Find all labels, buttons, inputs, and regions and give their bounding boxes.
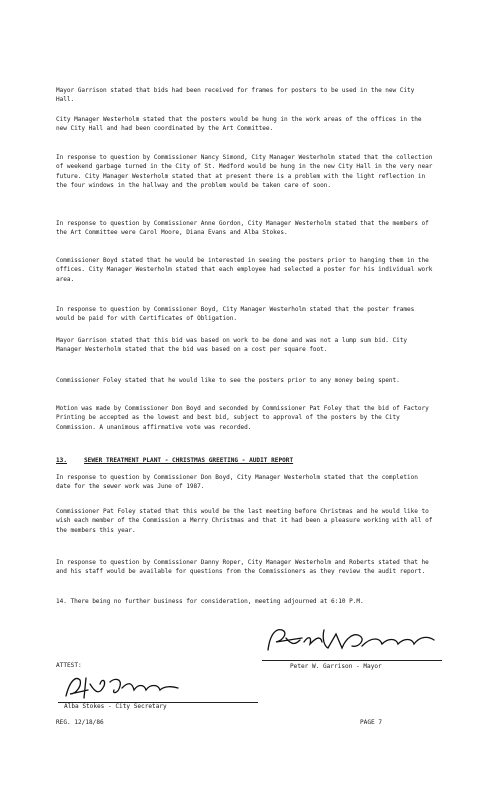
paragraph-motion: Motion was made by Commissioner Don Boyd and seconded by Commissioner Pat Foley that the bid of Factory Printing be accepted as the lowest and best bid, subject to approval of the posters by the City Commission. A unanimous affirmative vote was recorded. (56, 405, 429, 431)
agenda-item-title: SEWER TREATMENT PLANT - CHRISTMAS GREETING - AUDIT REPORT (84, 457, 294, 464)
attest-name-line: Alba Stokes - City Secretary (64, 703, 167, 710)
paragraph-certificates: In response to question by Commissioner Boyd, City Manager Westerholm stated that the poster frames would be paid for with Certificates of Obligation. (56, 306, 415, 323)
mayor-signature (262, 624, 442, 660)
footer-page-number: PAGE 7 (360, 719, 383, 726)
paragraph-simond-question: In response to question by Commissioner Nancy Simond, City Manager Westerholm stated that the collection of weekend garbage turned in the City of St. Medford would be hung in the new City Hall in the very near future. City Manager Westerholm stated that at present there is a problem with the light reflection in the four windows in the hallway and the problem would be taken care of soon. (56, 154, 433, 189)
paragraph-foley-posters: Commissioner Foley stated that he would like to see the posters prior to any money being spent. (56, 377, 400, 384)
paragraph-lump-sum: Mayor Garrison stated that this bid was based on work to be done and was not a lump sum bid. City Manager Westerholm stated that the bid was based on a cost per square foot. (56, 337, 408, 354)
mayor-name-line: Peter W. Garrison - Mayor (290, 663, 382, 670)
attest-label: ATTEST: (56, 662, 82, 669)
paragraph-audit-report: In response to question by Commissioner Danny Roper, City Manager Westerholm and Roberts stated that he and his staff would be available for questions from the Commissioners as they review the audit report. (56, 559, 429, 576)
paragraph-art-committee: City Manager Westerholm stated that the posters would be hung in the work areas of the offices in the new City Hall and had been coordinated by the Art Committee. (56, 116, 422, 133)
paragraph-posters-bids: Mayor Garrison stated that bids had been received for frames for posters to be used in the new City Hall. (56, 87, 415, 104)
paragraph-boyd-posters: Commissioner Boyd stated that he would be interested in seeing the posters prior to hanging them in the offices. City Manager Westerholm stated that each employee had selected a poster for his individual work area. (56, 257, 433, 283)
paragraph-gordon-question: In response to question by Commissioner Anne Gordon, City Manager Westerholm stated that the members of the Art Committee were Carol Moore, Diana Evans and Alba Stokes. (56, 220, 429, 237)
attest-signature (62, 672, 192, 702)
mayor-signature-line (262, 660, 442, 661)
paragraph-christmas-greeting: Commissioner Pat Foley stated that this would be the last meeting before Christmas and he would like to wish each member of the Commission a Merry Christmas and that it had been a pleasure working with all of the members this year. (56, 508, 433, 534)
paragraph-adjourn: 14. There being no further business for consideration, meeting adjourned at 6:10 P.M. (56, 598, 364, 605)
footer-date: REG. 12/18/86 (56, 719, 104, 726)
agenda-item-heading (56, 456, 434, 465)
agenda-item-number: 13. (56, 457, 68, 464)
paragraph-sewer-completion: In response to question by Commissioner Don Boyd, City Manager Westerholm stated that the completion date for the sewer work was June of 1987. (56, 474, 418, 491)
